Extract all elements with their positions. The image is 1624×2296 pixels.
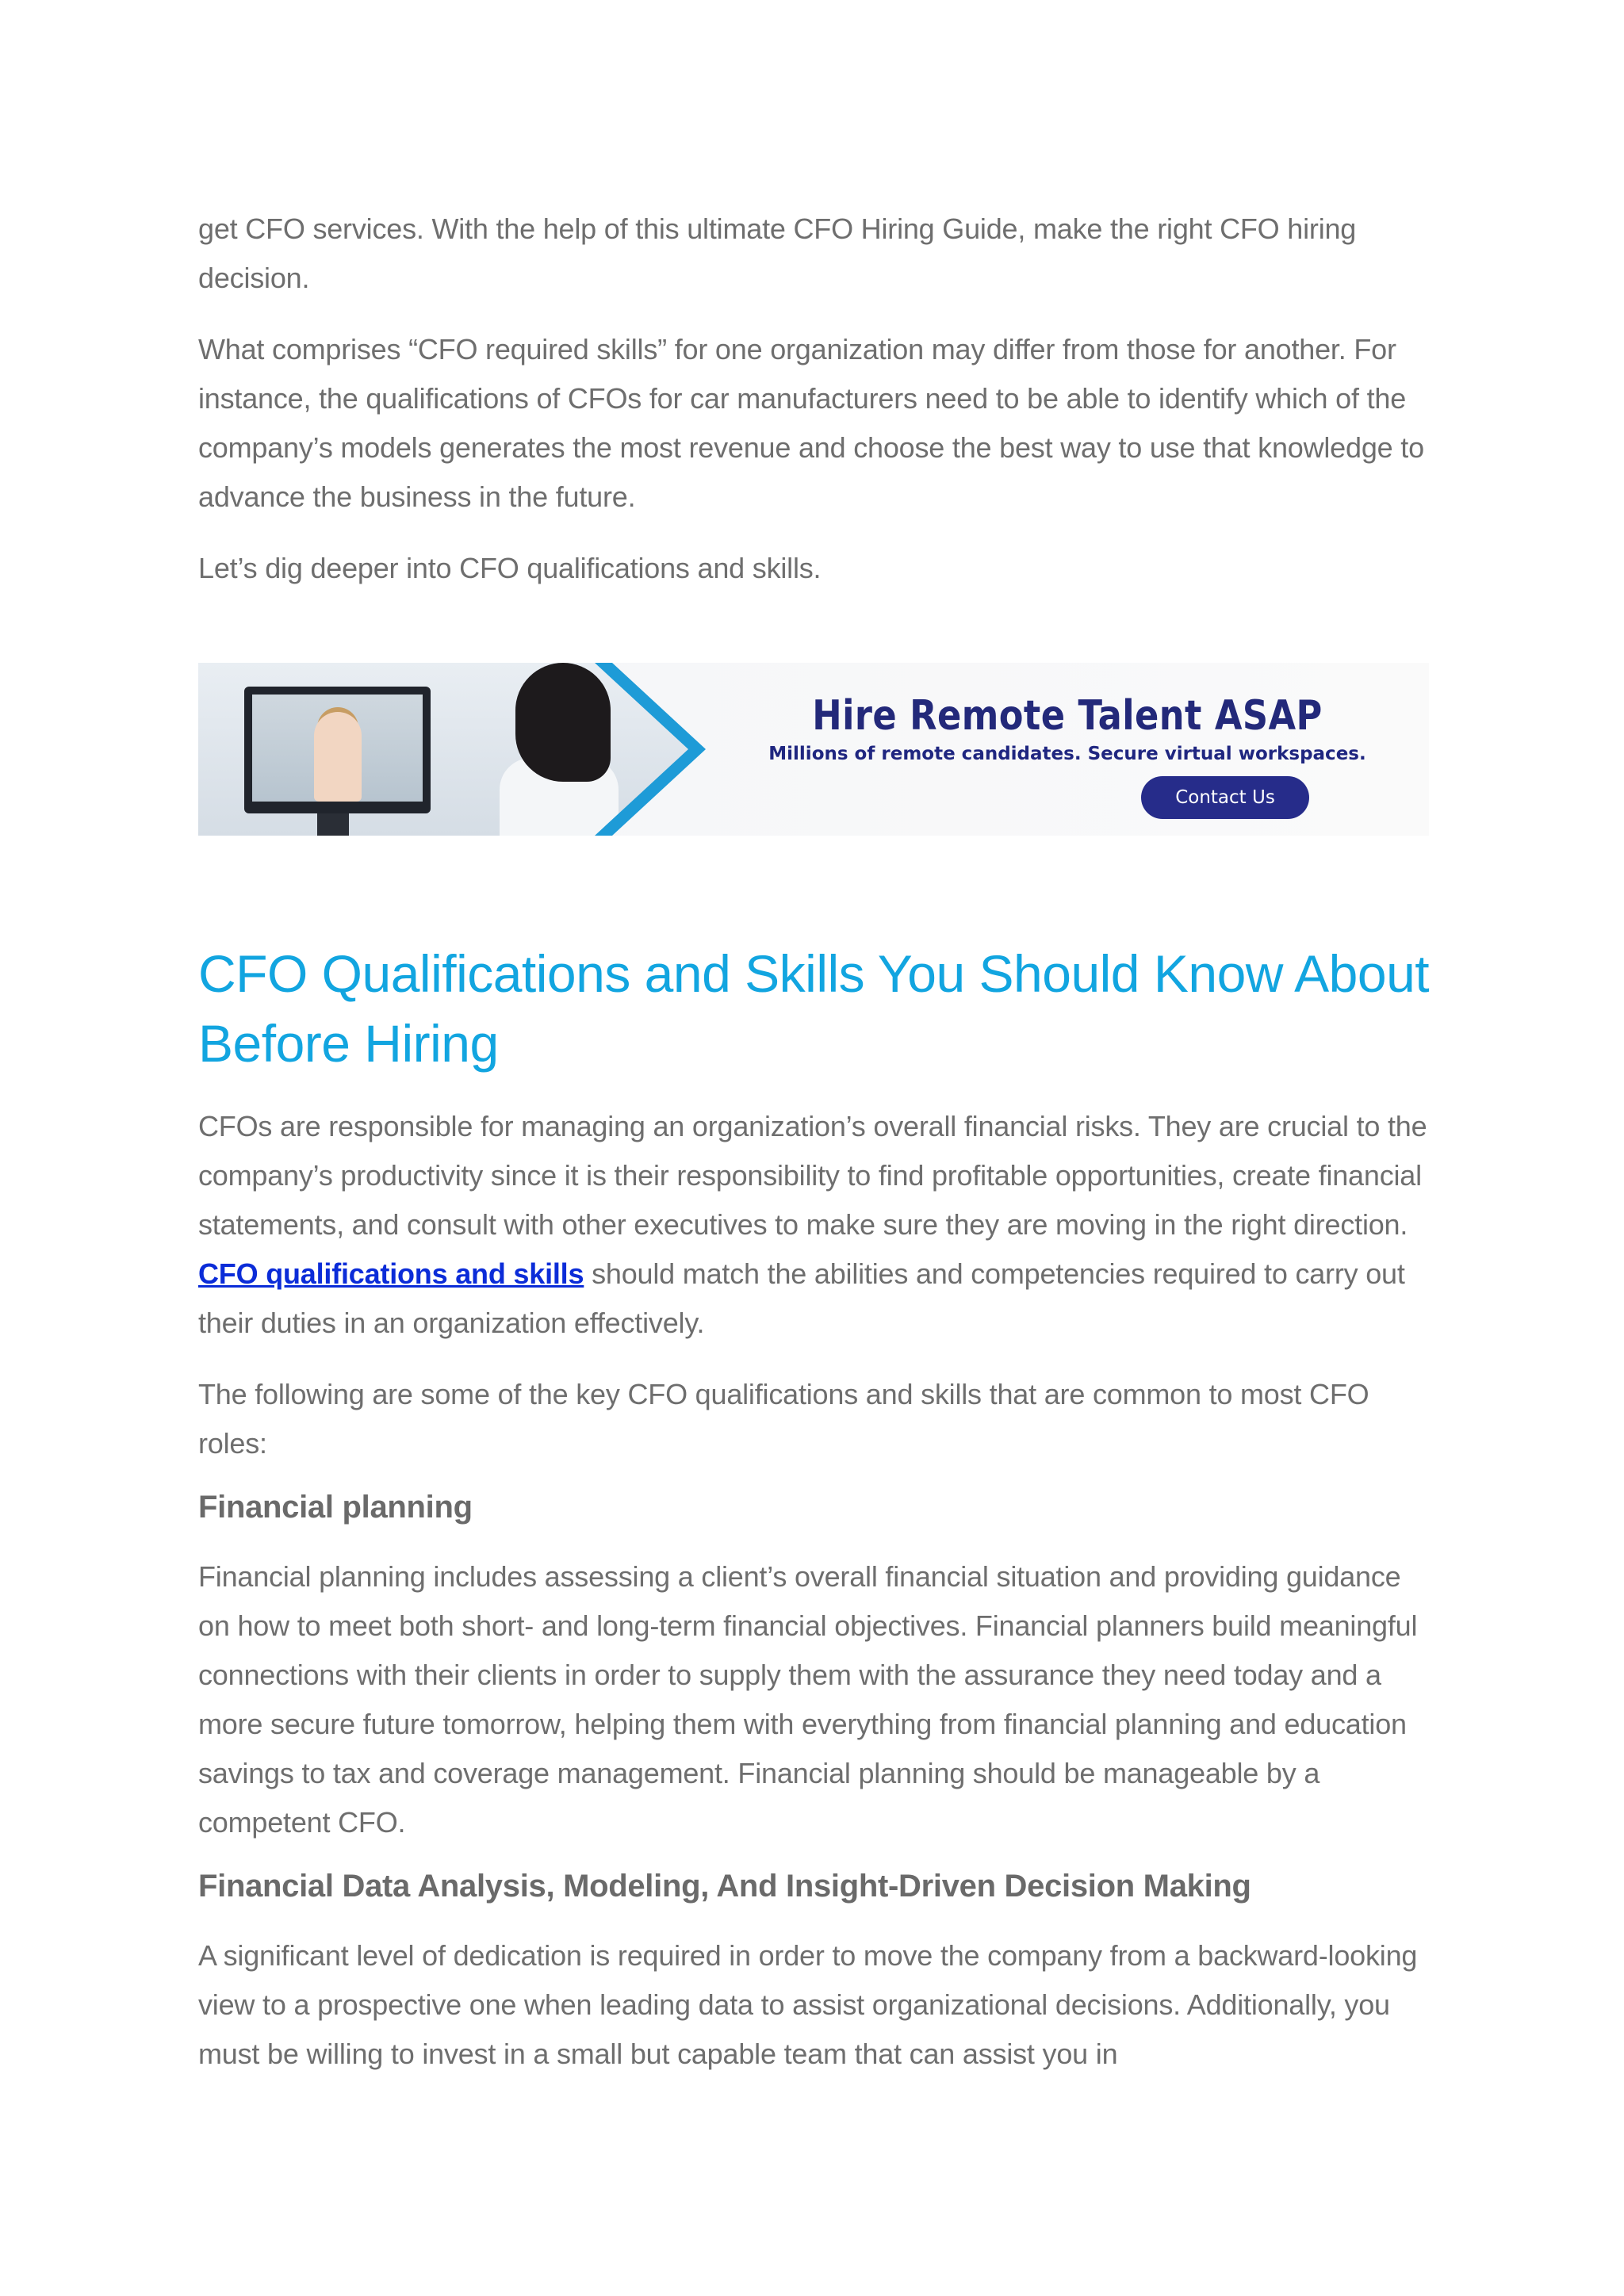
intro-paragraph-1: get CFO services. With the help of this ultimate CFO Hiring Guide, make the right CFO hiring decision. (198, 212, 1357, 294)
cfo-qualifications-link[interactable]: CFO qualifications and skills (198, 1257, 584, 1290)
subheading-financial-data-analysis: Financial Data Analysis, Modeling, And Insight-Driven Decision Making (198, 1869, 1251, 1904)
document-page (198, 205, 1435, 2079)
financial-planning-body: Financial planning includes assessing a client’s overall financial situation and providing guidance on how to meet both short- and long-term financial objectives. Financial planners build meaningful connections with their clients in order to supply them with the assurance they need today and a more secure future tomorrow, helping them with everything from financial planning and education savings to tax and coverage management. Financial planning should be manageable by a competent CFO. (198, 1560, 1418, 1839)
intro-paragraph-3: Let’s dig deeper into CFO qualifications and skills. (198, 552, 822, 584)
monitor-image (244, 687, 431, 813)
banner-subtitle: Millions of remote candidates. Secure virtual workspaces. (768, 744, 1366, 764)
hire-remote-talent-banner[interactable] (198, 663, 1429, 836)
video-call-person-image (314, 712, 362, 802)
contact-us-button[interactable]: Contact Us (1141, 776, 1309, 819)
intro-paragraph-2: What comprises “CFO required skills” for one organization may differ from those for another. For instance, the qualifications of CFOs for car manufacturers need to be able to identify which of the company’s models generates the most revenue and choose the best way to use that knowledge to advance the business in the future. (198, 333, 1424, 513)
section-heading: CFO Qualifications and Skills You Should Know About Before Hiring (198, 944, 1430, 1073)
banner-title: Hire Remote Talent ASAP (812, 692, 1323, 740)
section-paragraph-2: The following are some of the key CFO qualifications and skills that are common to most CFO roles: (198, 1378, 1369, 1460)
subheading-financial-planning: Financial planning (198, 1490, 473, 1525)
section-paragraph-1: CFOs are responsible for managing an organization’s overall financial risks. They are crucial to the company’s productivity since it is their responsibility to find profitable opportunities, create financial statements, and consult with other executives to make sure they are moving in the right direction. CFO qualifications and skills should match the abilities and competencies required to carry out their duties in an organization effectively. (198, 1110, 1427, 1339)
financial-data-analysis-body: A significant level of dedication is required in order to move the company from a backward-looking view to a prospective one when leading data to assist organizational decisions. Additionally, you must be willing to invest in a small but capable team that can assist you in (198, 1939, 1418, 2070)
banner-photo (198, 663, 694, 836)
